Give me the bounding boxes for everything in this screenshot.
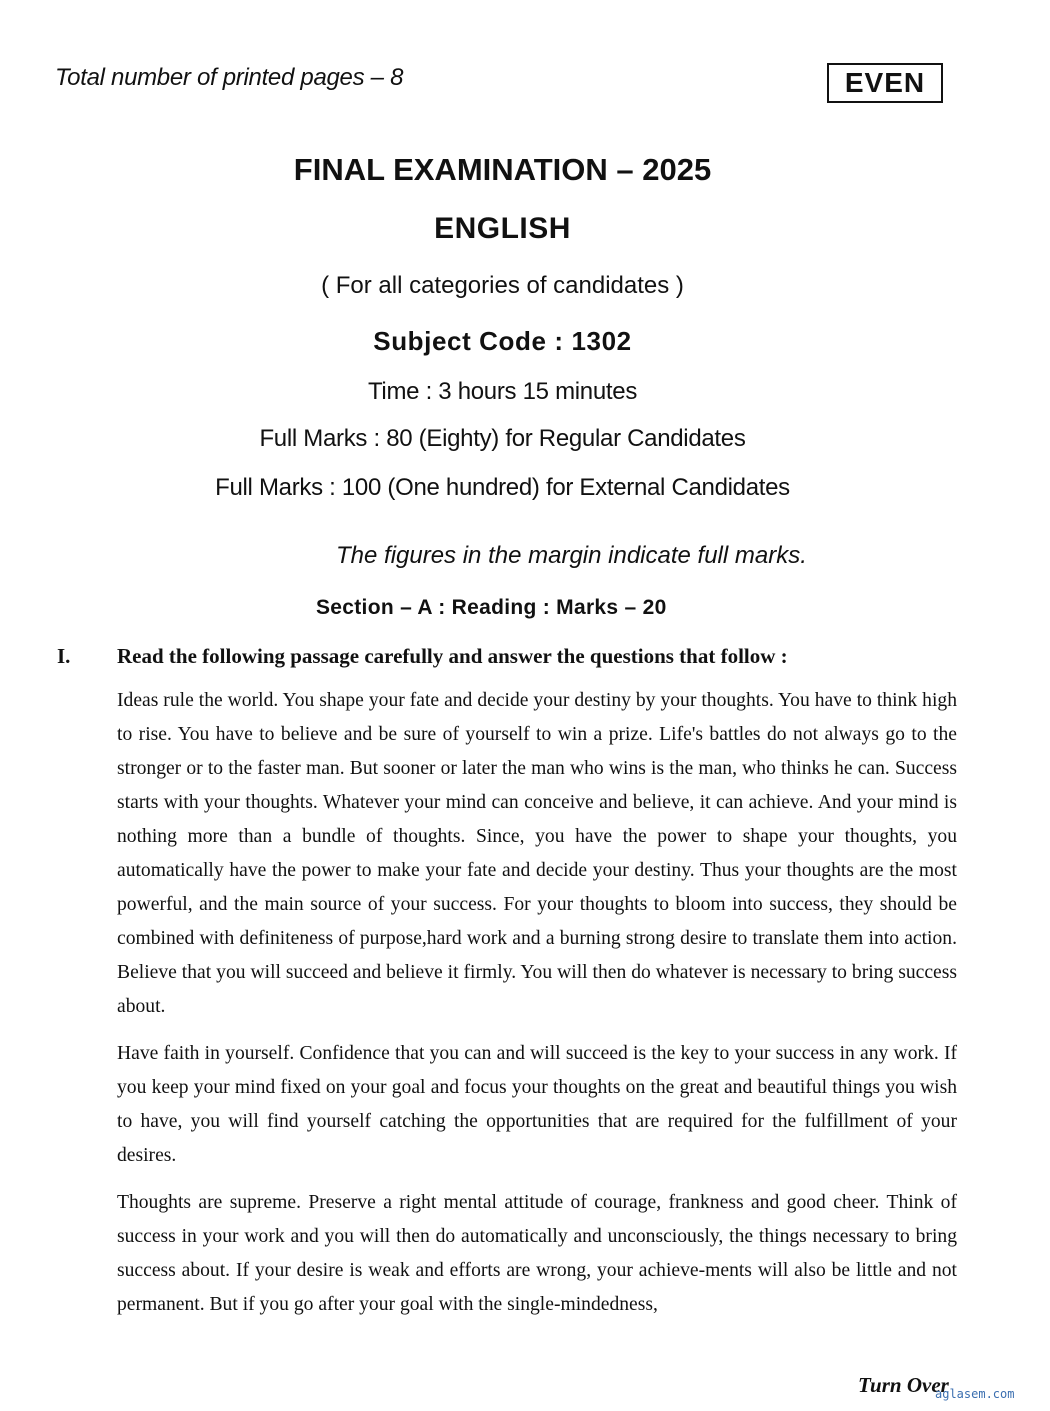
exam-duration: Time : 3 hours 15 minutes [367,378,638,405]
question-number: I. [57,644,71,668]
full-marks-external: Full Marks : 100 (One hundred) for External Candidates [215,474,790,501]
candidate-categories: ( For all categories of candidates ) [321,272,684,299]
question-instruction: Read the following passage carefully and answer the questions that follow : [117,644,788,668]
passage-paragraph: Ideas rule the world. You shape your fate and decide your destiny by your thoughts. You have to think high to rise. You have to believe and be sure of yourself to win a prize. Life's battles do not always go to the stronger or to the faster man. But sooner or later the man who wins is the man, who thinks he can. Success starts with your thoughts. Whatever your mind can conceive and believe, it can achieve. And your mind is nothing more than a bundle of thoughts. Since, you have the power to shape your thoughts, you automatically have the power to make your fate and decide your destiny. Thus your thoughts are the most powerful, and the main source of your success. For your thoughts to bloom into success, they should be combined with definiteness of purpose,hard work and a burning strong desire to translate them into action. Believe that you will succeed and believe it firmly. You will then do whatever is necessary to bring success about. [117,690,957,1017]
section-heading: Section – A : Reading : Marks – 20 [316,596,667,619]
passage-paragraph: Have faith in yourself. Confidence that you can and will succeed is the key to your success in any work. If you keep your mind fixed on your goal and focus your thoughts on the great and beautiful things you wish to have, you will find yourself catching the opportunities that are required for the fulfillment of your desires. [117,1043,957,1166]
parity-badge: EVEN [827,63,943,103]
exam-title: FINAL EXAMINATION – 2025 [293,152,712,187]
full-marks-regular: Full Marks : 80 (Eighty) for Regular Candidates [259,425,746,452]
subject-title: ENGLISH [434,212,571,245]
passage-paragraph: Thoughts are supreme. Preserve a right mental attitude of courage, frankness and good cheer. Think of success in your work and you will then do automatically and unconsciously, the things necessary to bring success about. If your desire is weak and efforts are wrong, your achieve-ments will also be little and not permanent. But if you go after your goal with the single-mindedness, [117,1192,957,1315]
watermark: aglasem.com [935,1387,1015,1401]
margin-note: The figures in the margin indicate full marks. [336,542,807,569]
printed-pages-count: Total number of printed pages – 8 [55,64,404,91]
subject-code: Subject Code : 1302 [373,326,632,356]
turn-over-label: Turn Over [858,1373,949,1397]
